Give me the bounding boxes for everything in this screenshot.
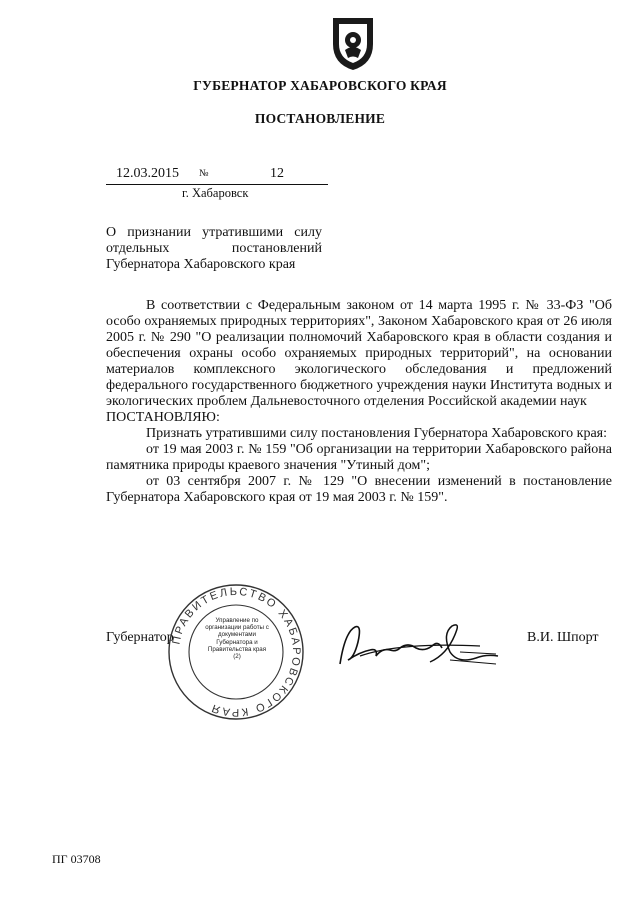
stamp-ring-text: ПРАВИТЕЛЬСТВО ХАБАРОВСКОГО КРАЯ	[170, 585, 303, 719]
handwritten-signature	[300, 612, 500, 672]
repealed-item-1: от 19 мая 2003 г. № 159 "Об организации на территории Хабаровского района памятника природы краевого значения "Утиный дом";	[106, 442, 612, 473]
document-date: 12.03.2015	[116, 166, 179, 181]
repealed-item-2: от 03 сентября 2007 г. № 129 "О внесении изменений в постановление Губернатора Хабаровского края от 19 мая 2003 г. № 159".	[106, 474, 612, 505]
authority-title: ГУБЕРНАТОР ХАБАРОВСКОГО КРАЯ	[193, 78, 447, 93]
document-body	[106, 298, 612, 506]
preamble-paragraph: В соответствии с Федеральным законом от 14 марта 1995 г. № 33-ФЗ "Об особо охраняемых природных территориях", Законом Хабаровского края от 26 июля 2005 г. № 290 "О реализации полномочий Хабаровского края в области создания и обеспечения охраны особо охраняемых природных территорий", на основании материалов комплексного экологического обследования и предложений федерального государственного бюджетного учреждения науки Института водных и экологических проблем Дальневосточного отделения Российской академии наук	[106, 298, 612, 409]
document-type-title: ПОСТАНОВЛЕНИЕ	[254, 111, 386, 126]
stamp-center-text: Управление по организации работы с документами Губернатора и Правительства края (2)	[205, 617, 269, 661]
decree-heading: ПОСТАНОВЛЯЮ:	[106, 410, 220, 425]
signatory-name: В.И. Шпорт	[527, 630, 599, 645]
signatory-position: Губернатор	[106, 630, 174, 645]
document-subject: О признании утратившими силу отдельных постановлений Губернатора Хабаровского края	[106, 225, 322, 272]
document-city: г. Хабаровск	[182, 186, 249, 200]
clause-paragraph: Признать утратившими силу постановления Губернатора Хабаровского края:	[146, 426, 608, 441]
registration-line	[106, 166, 328, 185]
number-sign: №	[199, 168, 209, 179]
document-number: 12	[270, 166, 284, 181]
footer-code: ПГ 03708	[52, 852, 101, 866]
coat-of-arms-emblem	[330, 14, 376, 72]
